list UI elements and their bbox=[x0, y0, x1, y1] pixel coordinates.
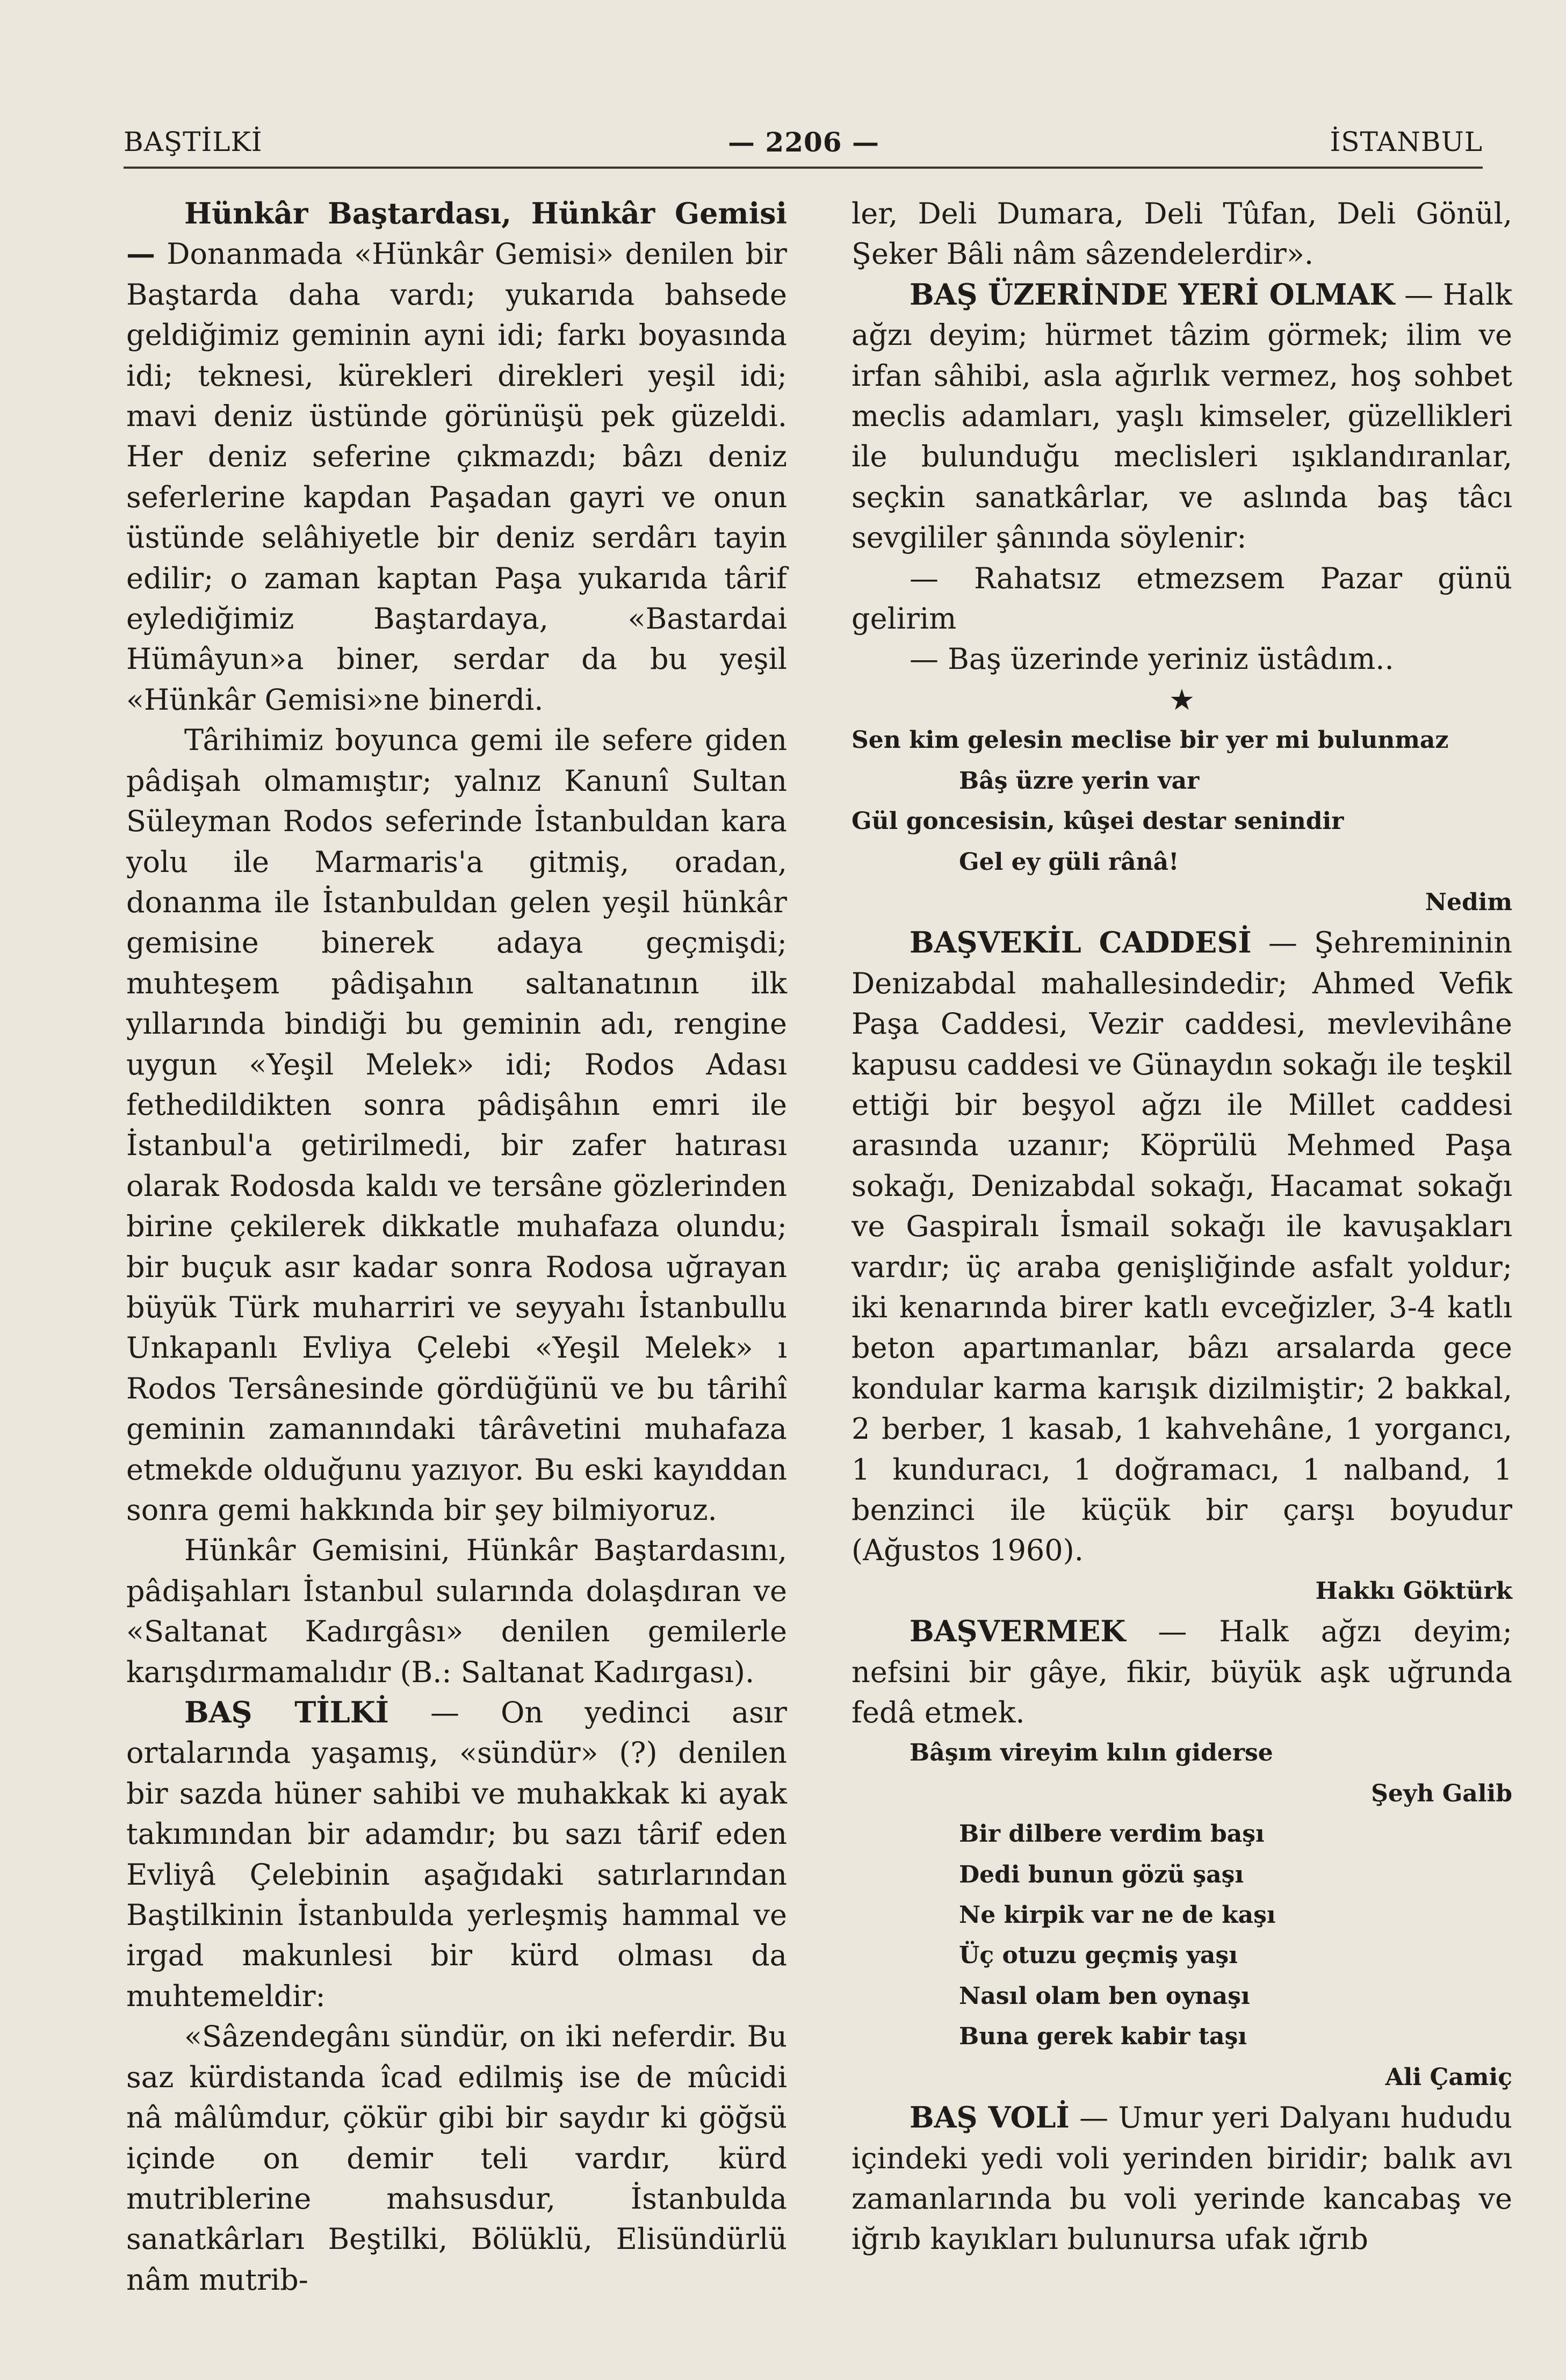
author-signature: Ali Çamiç bbox=[1385, 2063, 1512, 2091]
entry-text: Donanmada «Hünkâr Gemisi» denilen bir Baştarda daha vardı; yukarıda bahsede geldiğimiz geminin ayni idi; farkı boyasında idi; teknesi, kürekleri direkleri yeşil idi; mavi deniz üstünde görünüşü pek güzeldi. Her deniz seferine çıkmazdı; bâzı deniz seferlerine kapdan Paşadan gayri ve onun üstünde selâhiyetle bir deniz serdârı tayin edilir; o zaman kaptan Paşa yukarıda târif eylediğimiz Baştardaya, «Bastardai Hümâyun»a biner, serdar da bu yeşil «Hünkâr Gemisi»ne binerdi. bbox=[126, 237, 787, 717]
header-rule bbox=[124, 167, 1483, 169]
verse-line: Buna gerek kabir taşı bbox=[959, 2023, 1247, 2051]
verse-line: Bâşım vireyim kılın giderse bbox=[910, 1739, 1273, 1767]
header-right-title: İSTANBUL bbox=[1330, 126, 1483, 157]
paragraph: Hünkâr Gemisini, Hünkâr Baştardasını, pâdişahları İstanbul sularında dolaşdıran ve «Saltanat Kadırgâsı» denilen gemilerle karışdırmamalıdır (B.: Saltanat Kadırgası). bbox=[126, 1533, 787, 1689]
verse-line: Dedi bunun gözü şaşı bbox=[959, 1860, 1244, 1888]
verse-line: Gel ey güli rânâ! bbox=[959, 848, 1179, 876]
running-header bbox=[124, 121, 1483, 164]
entry-bas-tilki bbox=[126, 1692, 787, 2016]
verse-line: Gül goncesisin, kûşei destar senindir bbox=[851, 807, 1344, 835]
verse-line: Nasıl olam ben oynaşı bbox=[959, 1982, 1250, 2010]
entry-text: — Umur yeri Dalyanı hududu içindeki yedi voli yerinden biridir; balık avı zamanlarında bu voli yerinde kancabaş ve iğrıb kayıkları bulunursa ufak ığrıb bbox=[851, 2101, 1512, 2256]
entry-heading: BAŞVERMEK bbox=[910, 1614, 1126, 1649]
header-left-title: BAŞTİLKİ bbox=[124, 126, 263, 157]
page-number: — 2206 — bbox=[728, 126, 879, 158]
verse-line: Bir dilbere verdim başı bbox=[959, 1820, 1265, 1848]
entry-heading: BAŞ VOLİ bbox=[910, 2100, 1070, 2135]
entry-text: — Halk ağzı deyim; hürmet tâzim görmek; ilim ve irfan sâhibi, asla ağırlık vermez, hoş sohbet meclis adamları, yaşlı kimseler, güzellikleri ile bulunduğu meclisleri ışıklandıranlar, seçkin sanatkârlar, ve aslında baş tâcı sevgililer şânında söylenir: bbox=[851, 277, 1512, 555]
verse-line: Ne kirpik var ne de kaşı bbox=[959, 1901, 1276, 1929]
entry-bas-uzerinde-yeri-olmak bbox=[851, 275, 1512, 558]
author-signature: Hakkı Göktürk bbox=[1315, 1577, 1512, 1605]
entry-heading: BAŞ ÜZERİNDE YERİ OLMAK bbox=[910, 277, 1395, 312]
paragraph: Târihimiz boyunca gemi ile sefere giden pâdişah olmamıştır; yalnız Kanunî Sultan Süleyman Rodos seferinde İstanbuldan kara yolu ile Marmaris'a gitmiş, oradan, donanma ile İstanbuldan gelen yeşil hünkâr gemisine binerek adaya geçmişdi; muhteşem pâdişahın saltanatının ilk yıllarında bindiği bu geminin adı, rengine uygun «Yeşil Melek» idi; Rodos Adası fethedildikten sonra pâdişâhın emri ile İstanbul'a getirilmedi, bir zafer hatırası olarak Rodosda kaldı ve tersâne gözlerinden birine çekilerek dikkatle muhafaza olundu; bir buçuk asır kadar sonra Rodosa uğrayan büyük Türk muharriri ve seyyahı İstanbullu Unkapanlı Evliya Çelebi «Yeşil Melek» ı Rodos Tersânesinde gördüğünü ve bu târihî geminin zamanındaki târâvetini muhafaza etmekde olduğunu yazıyor. Bu eski kayıddan sonra gemi hakkında bir şey bilmiyoruz. bbox=[126, 723, 787, 1527]
star-separator: ★ bbox=[1168, 682, 1195, 717]
paragraph: ler, Deli Dumara, Deli Tûfan, Deli Gönül, Şeker Bâli nâm sâzendelerdir». bbox=[851, 197, 1512, 271]
entry-basvermek bbox=[851, 1611, 1512, 1733]
author-signature: Şeyh Galib bbox=[1371, 1779, 1512, 1807]
quotation: «Sâzendegânı sündür, on iki neferdir. Bu saz kürdistanda îcad edilmiş ise de mûcidi nâ mâlûmdur, çökür gibi bir saydır ki göğsü içinde on demir teli vardır, kürd mutriblerine mahsusdur, İstanbulda sanatkârları Beştilki, Bölüklü, Elisündürlü nâm mutrib- bbox=[126, 2020, 787, 2297]
dialog-line: — Rahatsız etmezsem Pazar günü gelirim bbox=[851, 561, 1512, 636]
entry-heading: BAŞVEKİL CADDESİ bbox=[910, 925, 1252, 960]
verse-line: Bâş üzre yerin var bbox=[959, 767, 1200, 795]
entry-bas-voli bbox=[851, 2097, 1512, 2260]
entry-text: — On yedinci asır ortalarında yaşamış, «sündür» (?) denilen bir sazda hüner sahibi ve muhakkak ki ayak takımından bir adamdır; bu sazı târif eden Evliyâ Çelebinin aşağıdaki satırlarından Baştilkinin İstanbulda yerleşmiş hammal ve irgad makunlesi bir kürd olması da muhtemeldir: bbox=[126, 1696, 787, 2013]
verse-line: Üç otuzu geçmiş yaşı bbox=[959, 1942, 1238, 1970]
entry-heading: Hünkâr Baştardası, Hünkâr Gemisi — bbox=[126, 196, 787, 271]
entry-hunkar-bastardasi bbox=[126, 193, 787, 720]
verse-line: Sen kim gelesin meclise bir yer mi bulunmaz bbox=[851, 726, 1449, 754]
entry-basvekil-caddesi bbox=[851, 922, 1512, 1571]
entry-text: — Halk ağzı deyim; nefsini bir gâye, fikir, büyük aşk uğrunda fedâ etmek. bbox=[851, 1614, 1512, 1730]
entry-heading: BAŞ TİLKİ bbox=[184, 1695, 389, 1730]
right-column bbox=[851, 193, 1512, 2260]
entry-text: — Şehremininin Denizabdal mahallesindedir; Ahmed Vefik Paşa Caddesi, Vezir caddesi, mevlevihâne kapusu caddesi ve Günaydın sokağı ile teşkil ettiği bir beşyol ağzı ile Millet caddesi arasında uzanır; Köprülü Mehmed Paşa sokağı, Denizabdal sokağı, Hacamat sokağı ve Gaspiralı İsmail sokağı ile kavuşakları vardır; üç araba genişliğinde asfalt yoldur; iki kenarında birer katlı evceğizler, 3-4 katlı beton apartımanlar, bâzı arsalarda gece kondular karma karışık dizilmiştir; 2 bakkal, 2 berber, 1 kasab, 1 kahvehâne, 1 yorgancı, 1 kunduracı, 1 doğramacı, 1 nalband, 1 benzinci ile küçük bir çarşı boyudur (Ağustos 1960). bbox=[851, 926, 1512, 1568]
dialog-line: — Baş üzerinde yeriniz üstâdım.. bbox=[910, 642, 1394, 676]
left-column bbox=[126, 193, 787, 2300]
author-signature: Nedim bbox=[1425, 888, 1512, 916]
